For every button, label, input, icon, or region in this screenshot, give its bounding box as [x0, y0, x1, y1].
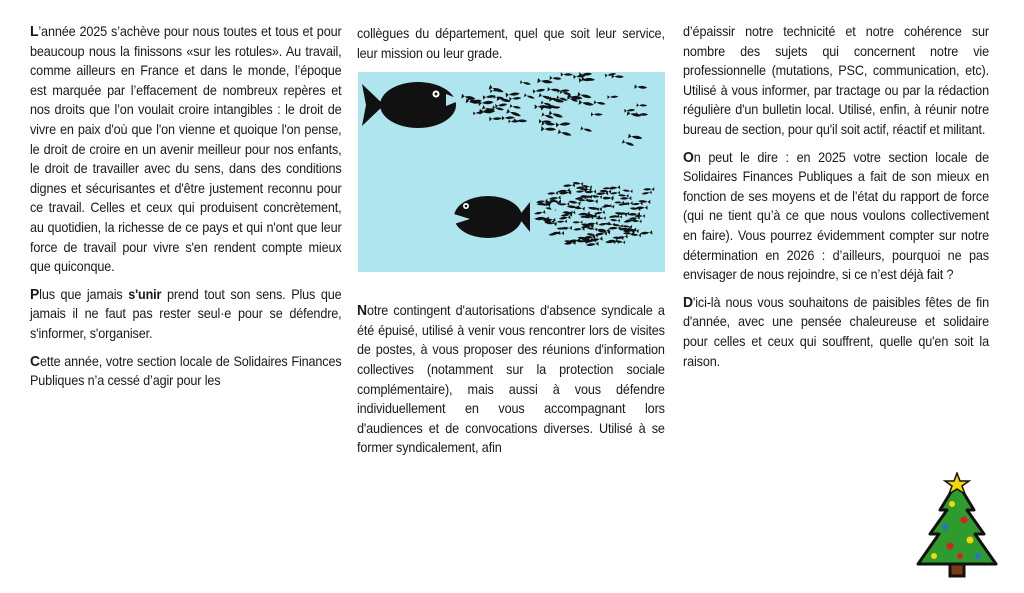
fish-illustration-svg — [358, 72, 665, 272]
fish-shaped-school — [534, 181, 654, 248]
paragraph-unite — [30, 285, 342, 344]
paragraph-continued — [357, 24, 665, 63]
fish-illustration — [358, 72, 665, 272]
big-fish-top — [362, 82, 461, 128]
drop-letter: P — [30, 285, 40, 303]
drop-letter: O — [683, 148, 694, 166]
emphasis-unite: s'unir — [128, 286, 162, 302]
paragraph-text: collègues du département, quel que soit leur service, leur mission ou leur grade. — [357, 26, 665, 61]
paragraph-text: n peut le dire : en 2025 votre section locale de Solidaires Finances Publiques a fait de son mieux en fonction de ses moyens et de l’état du rapport de force (qui ne tient qu’à ce que nous voulons collectivement en faire). Vous pourrez évidemment compter sur notre détermination en 2026 : d’ailleurs, pourquoi ne pas envisager de nous rejoindre, si ce n’est déjà fait ? — [683, 149, 989, 283]
paragraph-text: prend tout son sens. Plus que jamais il ne faut pas rester seul·e pour se défendre, s'informer, s'organiser. — [30, 286, 342, 341]
big-fish-bottom — [454, 196, 530, 238]
christmas-tree-svg — [912, 472, 1002, 582]
drop-letter: C — [30, 352, 40, 370]
drop-letter: D — [683, 293, 693, 311]
paragraph-can-say — [683, 148, 989, 285]
paragraph-wishes — [683, 293, 989, 371]
paragraph-text: otre contingent d'autorisations d'absence syndicale a été épuisé, utilisé à venir vous rencontrer lors de visites de postes, à vous proposer des réunions d'information collectives (notamment sur la protection sociale complémentaire), mais aussi à vous défendre individuellement en vous accompagnant lors d'audiences et de convocations diverses. Utilisé à se former syndicalement, afin — [357, 303, 665, 456]
paragraph-this-year — [30, 352, 342, 391]
paragraph-continued — [683, 22, 989, 140]
drop-letter: N — [357, 302, 367, 320]
article-column-3 — [683, 22, 989, 379]
small-fish-school-top — [461, 72, 648, 148]
paragraph-intro — [30, 22, 342, 277]
paragraph-contingent — [357, 301, 665, 458]
paragraph-text: 'ici-là nous vous souhaitons de paisibles fêtes de fin d'année, avec une pensée chaleureuse et solidaire pour celles et ceux qui souffrent, quelle qu'en soit la raison. — [683, 294, 989, 369]
paragraph-text: lus que jamais — [39, 286, 129, 302]
article-column-1 — [30, 22, 342, 399]
drop-letter: L — [30, 23, 39, 40]
paragraph-text: ette année, votre section locale de Solidaires Finances Publiques n’a cessé d’agir pour les — [30, 353, 342, 389]
paragraph-text: d’épaissir notre technicité et notre cohérence sur nombre des sujets qui concernent notre vie professionnelle (mutations, PSC, communication, etc). Utilisé à vous informer, par tractage ou par la rédaction régulière d'un bulletin local. Utilisé, enfin, à réunir notre bureau de section, pour qu'il soit actif, réactif et militant. — [683, 24, 989, 137]
christmas-tree-icon — [912, 472, 1002, 582]
paragraph-text: ’année 2025 s’achève pour nous toutes et tous et pour beaucoup nous la finissons «sur les rotules». Au travail, comme ailleurs en France et dans le monde, l’époque est marquée par l’effacement de nombreux repères et nos droits que l’on voulait croire intangibles : le droit de vivre en paix d'où que l'on vienne et quoique l'on pense, le droit de croire en un avenir meilleur pour nos enfants, le droit de travailler avec du sens, dans des conditions dignes et sécurisantes et d'être justement reconnu pour ce travail. Celles et ceux qui produisent concrètement, au quotidien, la richesse de ce pays et qui n'ont que leur force de travail pour vivre s'en rendent compte mieux que quiconque. — [30, 24, 342, 275]
